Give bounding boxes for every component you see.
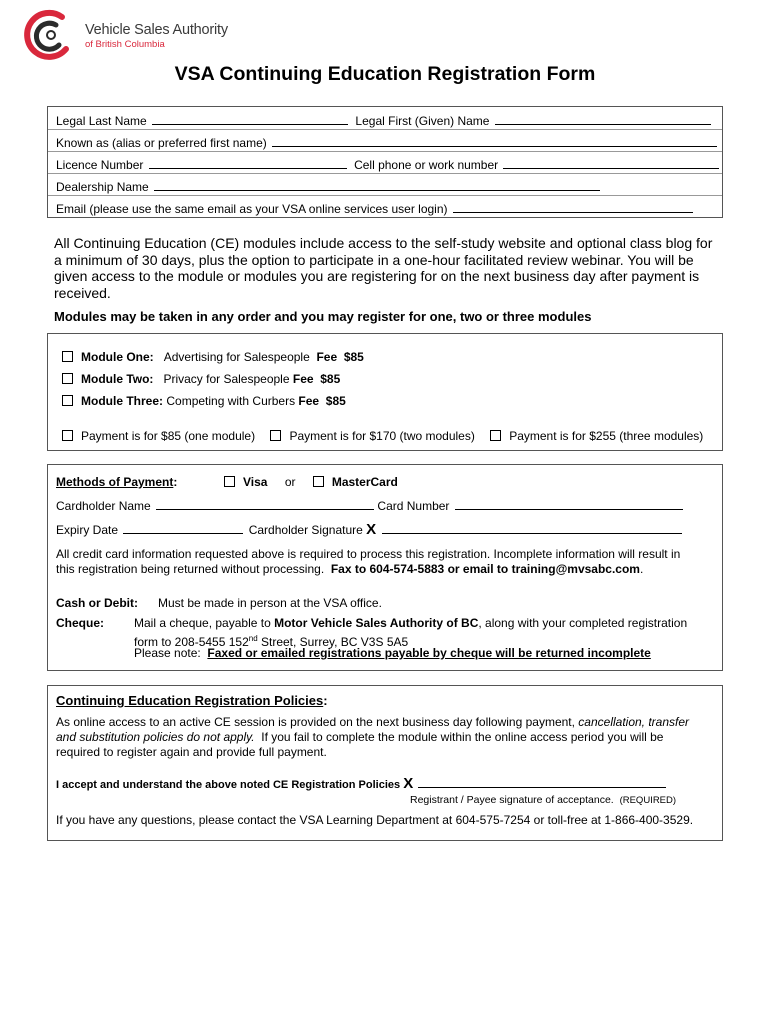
module-three-row bbox=[62, 394, 346, 409]
payment-85-checkbox[interactable] bbox=[62, 430, 73, 441]
methods-row: Methods of Payment: bbox=[56, 475, 178, 489]
card-note-text: this registration being returned without processing. bbox=[56, 562, 325, 576]
policy-text-1a: As online access to an active CE session is provided on the next business day following payment, bbox=[56, 715, 575, 729]
methods-of-payment-label: Methods of Payment bbox=[56, 475, 174, 489]
policies-line-1 bbox=[56, 715, 689, 730]
licence-field[interactable] bbox=[149, 158, 347, 169]
policies-line-2 bbox=[56, 730, 663, 745]
card-note-line-1: All credit card information requested above is required to process this registration. Incomplete information will result in bbox=[56, 547, 681, 561]
required-label: (REQUIRED) bbox=[619, 795, 677, 806]
dealership-label: Dealership Name bbox=[56, 180, 149, 194]
policy-text-2a: and substitution policies do not apply. bbox=[56, 730, 255, 744]
last-name-field[interactable] bbox=[152, 114, 348, 125]
payment-255-label: Payment is for $255 (three modules) bbox=[509, 429, 704, 443]
card-number-field[interactable] bbox=[455, 499, 683, 510]
page-title: VSA Continuing Education Registration Form bbox=[174, 63, 596, 85]
policy-text-2b: If you fail to complete the module within the online access period you will be bbox=[261, 730, 664, 744]
org-name: Vehicle Sales Authority bbox=[85, 22, 228, 38]
card-type-row bbox=[224, 475, 398, 490]
module-three-desc: Competing with Curbers bbox=[166, 394, 296, 408]
licence-label: Licence Number bbox=[56, 158, 144, 172]
module-three-fee: $85 bbox=[325, 394, 346, 408]
module-three-fee-label: Fee bbox=[298, 394, 320, 408]
payment-170-checkbox[interactable] bbox=[270, 430, 281, 441]
dealership-row bbox=[56, 180, 600, 194]
divider bbox=[48, 173, 722, 174]
contact-text: If you have any questions, please contact the VSA Learning Department at 604-575-7254 or toll-free at 1-866-400-3529. bbox=[56, 813, 694, 827]
org-subtitle: of British Columbia bbox=[85, 39, 165, 50]
vsa-logo-icon bbox=[22, 8, 78, 64]
cheque-address-a: form to 208-5455 152 bbox=[134, 635, 249, 649]
vsa-logo bbox=[22, 8, 228, 64]
divider bbox=[48, 195, 722, 196]
cheque-warning: Faxed or emailed registrations payable by cheque will be returned incomplete bbox=[207, 646, 651, 660]
mastercard-checkbox[interactable] bbox=[313, 476, 324, 487]
module-one-row bbox=[62, 350, 364, 365]
please-note-label: Please note: bbox=[134, 646, 201, 660]
card-note-line-2: this registration being returned without processing. Fax to 604-574-5883 or email to training@mvsabc.com. bbox=[56, 562, 644, 576]
module-one-checkbox[interactable] bbox=[62, 351, 73, 362]
fax-email-instruction: Fax to 604-574-5883 or email to training@mvsabc.com bbox=[330, 562, 640, 576]
module-one-desc: Advertising for Salespeople bbox=[163, 350, 310, 364]
cardholder-name-field[interactable] bbox=[156, 499, 374, 510]
policy-text-1b: cancellation, transfer bbox=[578, 715, 690, 729]
accept-row bbox=[56, 776, 666, 793]
expiry-signature-row bbox=[56, 523, 682, 537]
cheque-address-b: Street, Surrey, BC V3S 5A5 bbox=[257, 635, 409, 649]
modules-heading: Modules may be taken in any order and you may register for one, two or three modules bbox=[54, 309, 592, 324]
intro-paragraph: All Continuing Education (CE) modules include access to the self-study website and optional class blog for a minimum of 30 days, plus the option to participate in a one-hour facilitated review webinar. You will be given access to the module or modules you are registering for on the next business day after payment is received. bbox=[54, 235, 713, 301]
payment-85-label: Payment is for $85 (one module) bbox=[81, 429, 256, 443]
expiry-date-label: Expiry Date bbox=[56, 523, 119, 537]
cheque-label: Cheque: bbox=[56, 616, 104, 630]
cash-debit-label: Cash or Debit: bbox=[56, 596, 139, 610]
payment-options-row bbox=[62, 429, 703, 444]
module-two-desc: Privacy for Salespeople bbox=[163, 372, 290, 386]
email-label: Email (please use the same email as your VSA online services user login) bbox=[56, 202, 448, 216]
cheque-line-1 bbox=[134, 616, 687, 631]
module-two-fee: $85 bbox=[320, 372, 341, 386]
payee-name: Motor Vehicle Sales Authority of BC bbox=[274, 616, 479, 630]
divider bbox=[48, 129, 722, 130]
modules-box bbox=[47, 333, 723, 451]
policies-box bbox=[47, 685, 723, 841]
mastercard-label: MasterCard bbox=[331, 475, 398, 489]
personal-info-box bbox=[47, 106, 723, 218]
accept-x-mark: X bbox=[403, 775, 414, 792]
module-two-label: Module Two: bbox=[81, 372, 154, 386]
visa-label: Visa bbox=[243, 475, 268, 489]
first-name-field[interactable] bbox=[495, 114, 711, 125]
module-two-fee-label: Fee bbox=[292, 372, 314, 386]
payment-255-checkbox[interactable] bbox=[490, 430, 501, 441]
visa-checkbox[interactable] bbox=[224, 476, 235, 487]
phone-field[interactable] bbox=[503, 158, 719, 169]
known-as-label: Known as (alias or preferred first name) bbox=[56, 136, 267, 150]
dealership-field[interactable] bbox=[154, 180, 600, 191]
module-three-label: Module Three: bbox=[81, 394, 164, 408]
module-one-fee: $85 bbox=[343, 350, 364, 364]
signature-caption: Registrant / Payee signature of acceptance. bbox=[410, 794, 614, 806]
registrant-signature-field[interactable] bbox=[418, 777, 666, 788]
payment-box bbox=[47, 464, 723, 671]
divider bbox=[48, 151, 722, 152]
signature-x-mark: X bbox=[366, 521, 377, 538]
signature-caption-row bbox=[410, 793, 676, 808]
cheque-row bbox=[56, 616, 104, 631]
cash-text: Must be made in person at the VSA office. bbox=[158, 596, 382, 610]
payment-170-label: Payment is for $170 (two modules) bbox=[289, 429, 475, 443]
known-as-row bbox=[56, 136, 717, 150]
or-label: or bbox=[284, 475, 296, 489]
cardholder-signature-label: Cardholder Signature bbox=[248, 523, 363, 537]
email-field[interactable] bbox=[453, 202, 693, 213]
phone-label: Cell phone or work number bbox=[354, 158, 499, 172]
cheque-line-3 bbox=[134, 646, 651, 661]
policies-heading-row: Continuing Education Registration Policies: bbox=[56, 693, 328, 708]
expiry-date-field[interactable] bbox=[123, 523, 243, 534]
cardholder-name-label: Cardholder Name bbox=[56, 499, 151, 513]
last-name-label: Legal Last Name bbox=[56, 114, 147, 128]
module-one-fee-label: Fee bbox=[316, 350, 338, 364]
cheque-address-sup: nd bbox=[248, 634, 258, 643]
module-three-checkbox[interactable] bbox=[62, 395, 73, 406]
module-one-label: Module One: bbox=[81, 350, 154, 364]
accept-label: I accept and understand the above noted CE Registration Policies bbox=[56, 779, 401, 791]
module-two-row bbox=[62, 372, 340, 387]
cheque-text-a: Mail a cheque, payable to bbox=[134, 616, 271, 630]
cheque-text-c: , along with your completed registration bbox=[478, 616, 688, 630]
email-row bbox=[56, 202, 693, 216]
known-as-field[interactable] bbox=[272, 136, 717, 147]
licence-phone-row bbox=[56, 158, 719, 172]
last-first-name-row bbox=[56, 114, 711, 128]
policies-heading: Continuing Education Registration Policies bbox=[56, 693, 324, 708]
cardholder-row bbox=[56, 499, 683, 513]
policies-line-3: required to register again and provide full payment. bbox=[56, 745, 327, 759]
module-two-checkbox[interactable] bbox=[62, 373, 73, 384]
cash-row bbox=[56, 596, 138, 611]
cardholder-signature-field[interactable] bbox=[382, 523, 682, 534]
card-number-label: Card Number bbox=[377, 499, 450, 513]
first-name-label: Legal First (Given) Name bbox=[355, 114, 490, 128]
